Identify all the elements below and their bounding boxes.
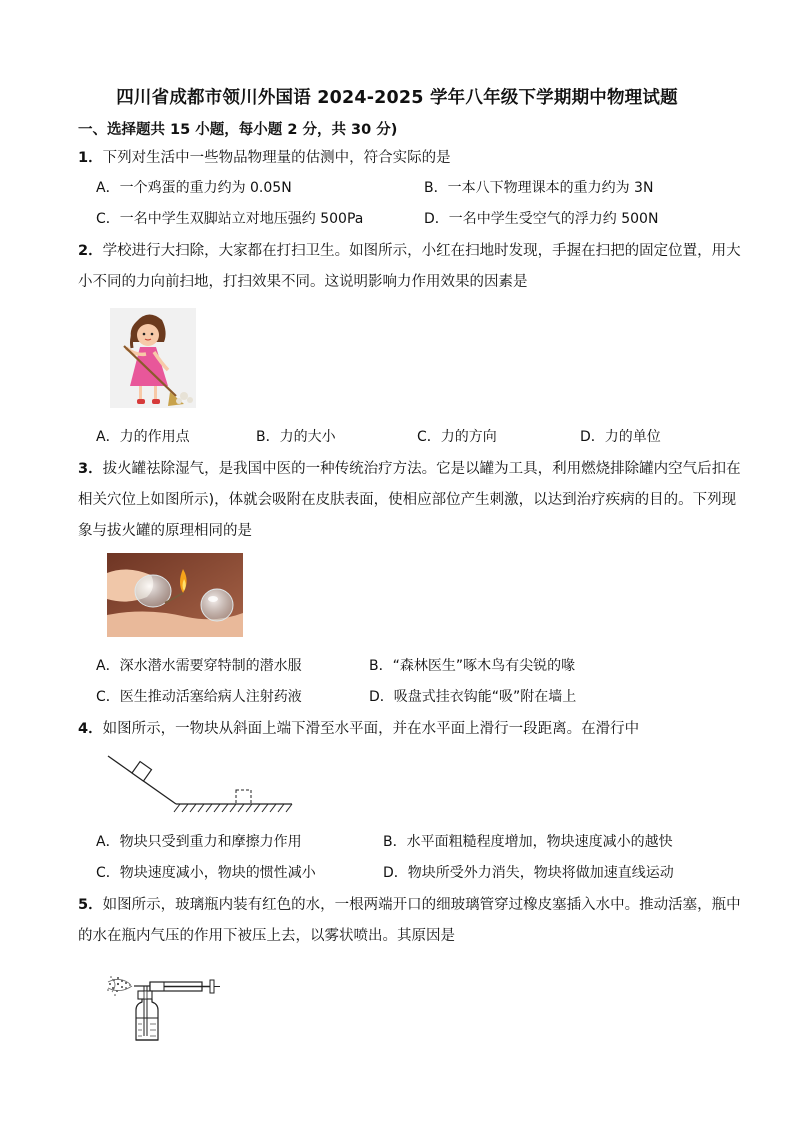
- q2-option-c[interactable]: C．力的方向: [417, 429, 497, 445]
- question-number: 2．: [78, 243, 103, 259]
- question-number: 5．: [78, 897, 103, 913]
- q4-option-b[interactable]: B．水平面粗糙程度增加，物块速度减小的越快: [383, 834, 673, 850]
- q1-option-b[interactable]: B．一本八下物理课本的重力约为 3N: [424, 180, 654, 196]
- q2-option-a[interactable]: A．力的作用点: [96, 429, 190, 445]
- question-number: 4．: [78, 721, 103, 737]
- q1-option-d[interactable]: D．一名中学生受空气的浮力约 500N: [424, 211, 659, 227]
- question-number: 1．: [78, 150, 103, 166]
- girl-sweeping-figure: [110, 308, 196, 408]
- q1-option-c[interactable]: C．一名中学生双脚站立对地压强约 500Pa: [96, 211, 364, 227]
- question-text: 拔火罐祛除湿气，是我国中医的一种传统治疗方法。它是以罐为工具，利用燃烧排除罐内空气后扣在: [102, 461, 741, 477]
- question-3-stem: [78, 457, 741, 478]
- question-4-stem: [78, 717, 639, 738]
- q3-option-b[interactable]: B．“森林医生”啄木鸟有尖锐的喙: [369, 658, 576, 674]
- q4-option-d[interactable]: D．物块所受外力消失，物块将做加速直线运动: [383, 865, 674, 881]
- page-title: 四川省成都市领川外国语 2024-2025 学年八年级下学期期中物理试题: [116, 88, 678, 108]
- question-3-stem-line2: 相关穴位上如图所示)，体就会吸附在皮肤表面，使相应部位产生刺激，以达到治疗疾病的目的。下列现: [78, 492, 737, 508]
- incline-block-diagram: [104, 752, 296, 818]
- q3-option-d[interactable]: D．吸盘式挂衣钩能“吸”附在墙上: [369, 689, 577, 705]
- q1-option-a[interactable]: A．一个鸡蛋的重力约为 0.05N: [96, 180, 292, 196]
- question-2-stem: [78, 239, 741, 260]
- sprayer-bottle-diagram: [104, 968, 226, 1044]
- q4-option-c[interactable]: C．物块速度减小，物块的惯性减小: [96, 865, 316, 881]
- question-1-stem: [78, 146, 451, 167]
- section-heading: 一、选择题共 15 小题，每小题 2 分，共 30 分): [78, 122, 398, 138]
- fire-cupping-photo: [107, 553, 243, 637]
- q4-option-a[interactable]: A．物块只受到重力和摩擦力作用: [96, 834, 302, 850]
- question-text: 下列对生活中一些物品物理量的估测中，符合实际的是: [102, 150, 451, 166]
- block-on-slope: [132, 762, 152, 782]
- question-5-stem: [78, 893, 741, 914]
- question-text: 如图所示，玻璃瓶内装有红色的水，一根两端开口的细玻璃管穿过橡皮塞插入水中。推动活塞，瓶中: [102, 897, 741, 913]
- question-text: 学校进行大扫除，大家都在打扫卫生。如图所示，小红在扫地时发现，手握在扫把的固定位置，用大: [102, 243, 741, 259]
- q3-option-a[interactable]: A．深水潜水需要穿特制的潜水服: [96, 658, 302, 674]
- q2-option-b[interactable]: B．力的大小: [256, 429, 336, 445]
- question-number: 3．: [78, 461, 103, 477]
- question-2-stem-line2: 小不同的力向前扫地，打扫效果不同。这说明影响力作用效果的因素是: [78, 274, 528, 290]
- q2-option-d[interactable]: D．力的单位: [580, 429, 661, 445]
- question-3-stem-line3: 象与拔火罐的原理相同的是: [78, 523, 252, 539]
- question-5-stem-line2: 的水在瓶内气压的作用下被压上去，以雾状喷出。其原因是: [78, 928, 455, 944]
- question-text: 如图所示，一物块从斜面上端下滑至水平面，并在水平面上滑行一段距离。在滑行中: [102, 721, 640, 737]
- q3-option-c[interactable]: C．医生推动活塞给病人注射药液: [96, 689, 302, 705]
